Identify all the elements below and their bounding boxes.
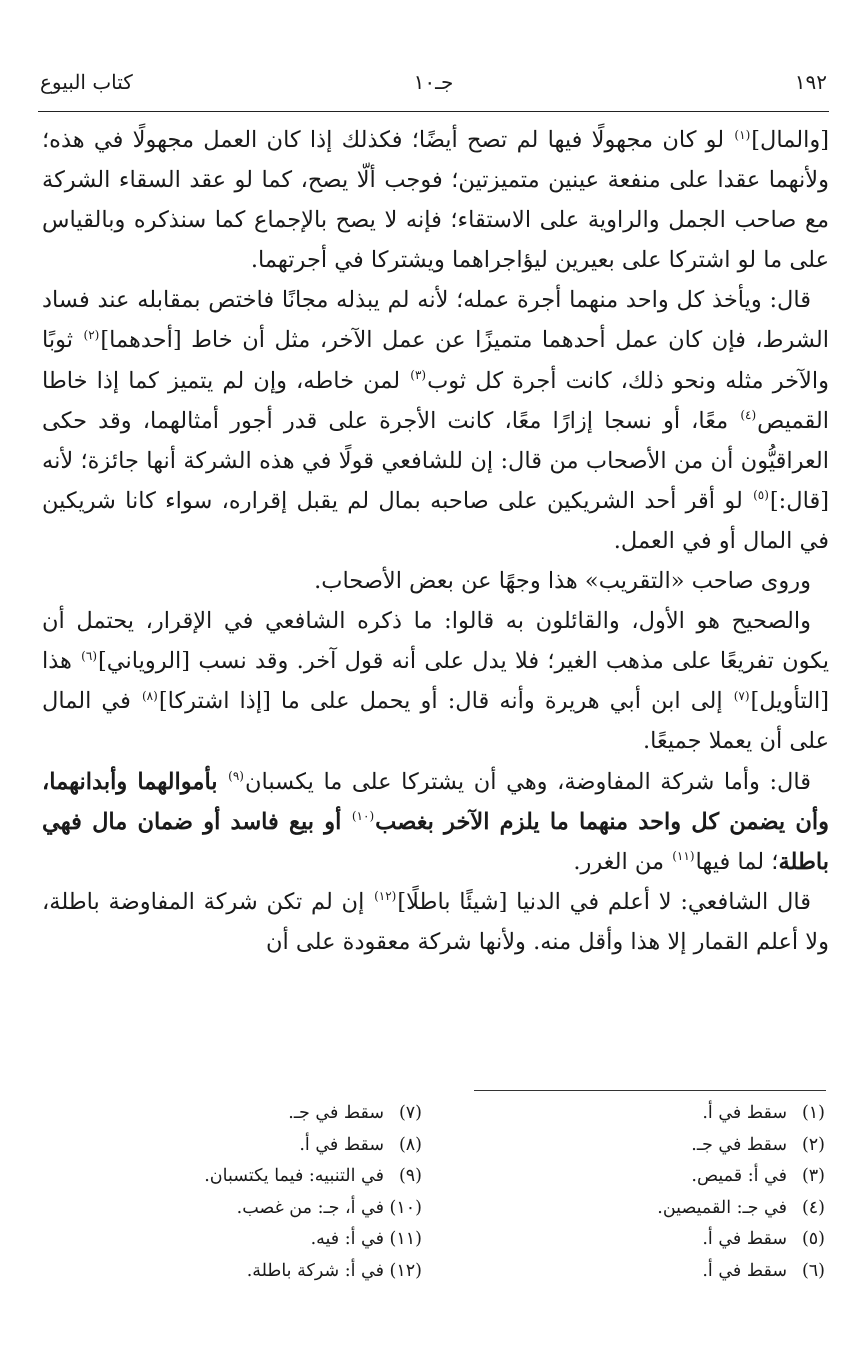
footnote-number: (٤) [801,1197,825,1218]
footnote-number: (٣) [801,1166,825,1187]
footnote-rule [474,1090,826,1091]
text-run: في المال على أن يعملا جميعًا. [42,688,829,755]
footnote-text: في أ: شركة باطلة. [246,1260,384,1281]
footnote-item [445,1256,825,1288]
bold-matn-text: أو بيع فاسد أو ضمان مال فهي باطلة [42,808,829,875]
text-run: من الغرر. [573,848,672,875]
text-run [218,769,228,795]
header-rule [38,111,829,112]
footnote-item [42,1256,422,1288]
body-text [42,120,829,962]
text-run: لمن خاطه، وإن لم يتميز كما إذا خاطا القميص [42,367,829,434]
text-run: إن لم تكن شركة المفاوضة باطلة، ولا أعلم القمار إلا هذا وأقل منه. ولأنها شركة معقودة على أن [42,888,829,955]
footnote-number: (١٠) [389,1197,422,1218]
footnote-marker: (٨) [141,688,158,703]
footnote-number: (١) [801,1103,825,1123]
paragraph [42,882,829,962]
footnote-marker: (٣) [410,368,427,383]
text-run: [والمال] [751,127,829,153]
footnote-text: في التنبيه: فيما يكتسبان. [204,1166,384,1187]
footnote-number: (١٢) [389,1260,422,1281]
footnote-text: سقط في جـ. [288,1103,384,1123]
footnote-number: (٧) [398,1103,422,1123]
footnote-text: سقط في أ. [702,1260,787,1281]
footnote-marker: (١٠) [351,809,375,824]
text-run: لو كان مجهولًا فيها لم تصح أيضًا؛ فكذلك إذا كان العمل مجهولًا في هذه؛ ولأنهما عقدا على منفعة عينين متميزتين؛ فوجب ألّا يصح، كما لو عقد السقاء الشركة مع صاحب الجمل والراوية على الاستقاء؛ فإنه لا يصح بالإجماع كما سنذكره وبالقياس على ما لو اشتركا على بعيرين ليؤاجراهما ويشتركا في أجرتهما. [42,127,829,274]
footnote-item [42,1224,422,1256]
book-title: كتاب البيوع [40,70,133,94]
footnote-text: سقط في جـ. [691,1134,787,1155]
text-run: قال الشافعي: لا أعلم في الدنيا [شيئًا باطلًا] [397,888,812,915]
footnote-text: سقط في أ. [702,1103,787,1123]
footnote-text: سقط في أ. [299,1134,384,1155]
footnote-marker: (٧) [733,688,750,703]
footnote-marker: (٩) [228,769,244,783]
footnote-text: في أ: قميص. [691,1166,787,1187]
text-run: قال: وأما شركة المفاوضة، وهي أن يشتركا على ما يكسبان [244,768,812,795]
text-run: والصحيح هو الأول، والقائلون به قالوا: ما ذكره الشافعي في الإقرار، يحتمل أن يكون تفريعًا على مذهب الغير؛ فلا يدل على أنه قول آخر. وقد نسب [الروياني] [42,608,829,675]
footnote-marker: (٦) [81,648,97,663]
footnote-item [445,1098,825,1130]
text-run: لو أقر أحد الشريكين على صاحبه بمال لم يقبل إقراره، سواء كانا شريكين في المال أو في العمل. [42,487,829,554]
footnote-text: سقط في أ. [702,1229,787,1250]
text-run [341,809,351,835]
paragraph [42,120,829,280]
paragraph [42,561,829,601]
text-run: ثوبًا والآخر مثله ونحو ذلك، كانت أجرة كل ثوب [42,327,830,394]
footnote-text: في أ: فيه. [310,1229,384,1250]
page-number: ١٩٢ [794,70,827,94]
footnote-text: في جـ: القميصين. [657,1197,787,1218]
footnote-text: في أ، جـ: من غصب. [236,1197,384,1218]
footnote-marker: (٤) [740,408,757,423]
footnote-marker: (١٢) [374,889,397,904]
volume-label: جـ١٠ [413,70,454,94]
footnote-number: (٩) [398,1166,422,1187]
footnote-item [42,1161,422,1193]
footnote-item [42,1098,422,1130]
footnote-marker: (٢) [83,327,100,342]
footnote-number: (٨) [398,1134,422,1155]
text-run: هذا [التأويل] [42,648,829,715]
running-header [40,70,827,106]
footnote-item [42,1193,422,1225]
footnote-number: (٦) [801,1260,825,1281]
footnote-number: (٢) [801,1134,825,1155]
text-run: قال: ويأخذ كل واحد منهما أجرة عمله؛ لأنه لم يبذله مجانًا فاختص بمقابله عند فساد الشرط، فإن كان عمل أحدهما متميزًا عن عمل الآخر، مثل أن خاط [أحدهما] [42,287,829,354]
bold-matn-text: بأموالهما وأبدانهما، وأن يضمن كل واحد منهما ما يلزم الآخر بغصب [42,768,829,835]
footnote-number: (٥) [801,1229,825,1250]
footnote-marker: (٥) [753,488,769,503]
text-run: إلى ابن أبي هريرة وأنه قال: أو يحمل على ما [إذا اشتركا] [158,688,733,715]
footnote-number: (١١) [389,1229,422,1250]
footnote-item [445,1130,825,1162]
paragraph [42,762,829,882]
footnotes-column-left [42,1098,422,1288]
footnotes-column-right [445,1098,825,1288]
text-run: وروى صاحب «التقريب» هذا وجهًا عن بعض الأصحاب. [314,568,811,595]
footnote-item [42,1130,422,1162]
paragraph [42,601,829,761]
footnote-item [445,1161,825,1193]
footnote-item [445,1193,825,1225]
text-run: معًا، أو نسجا إزارًا معًا، كانت الأجرة على قدر أجور أمثالهما، وقد حكى العراقيُّون أن من الأصحاب من قال: إن للشافعي قولًا في هذه الشركة أنها جائزة؛ لأنه [قال:] [42,407,829,514]
text-run: ؛ لما فيها [695,848,779,875]
footnote-item [445,1224,825,1256]
paragraph [42,280,829,561]
footnote-marker: (١١) [672,849,695,864]
footnote-marker: (١) [734,127,751,142]
